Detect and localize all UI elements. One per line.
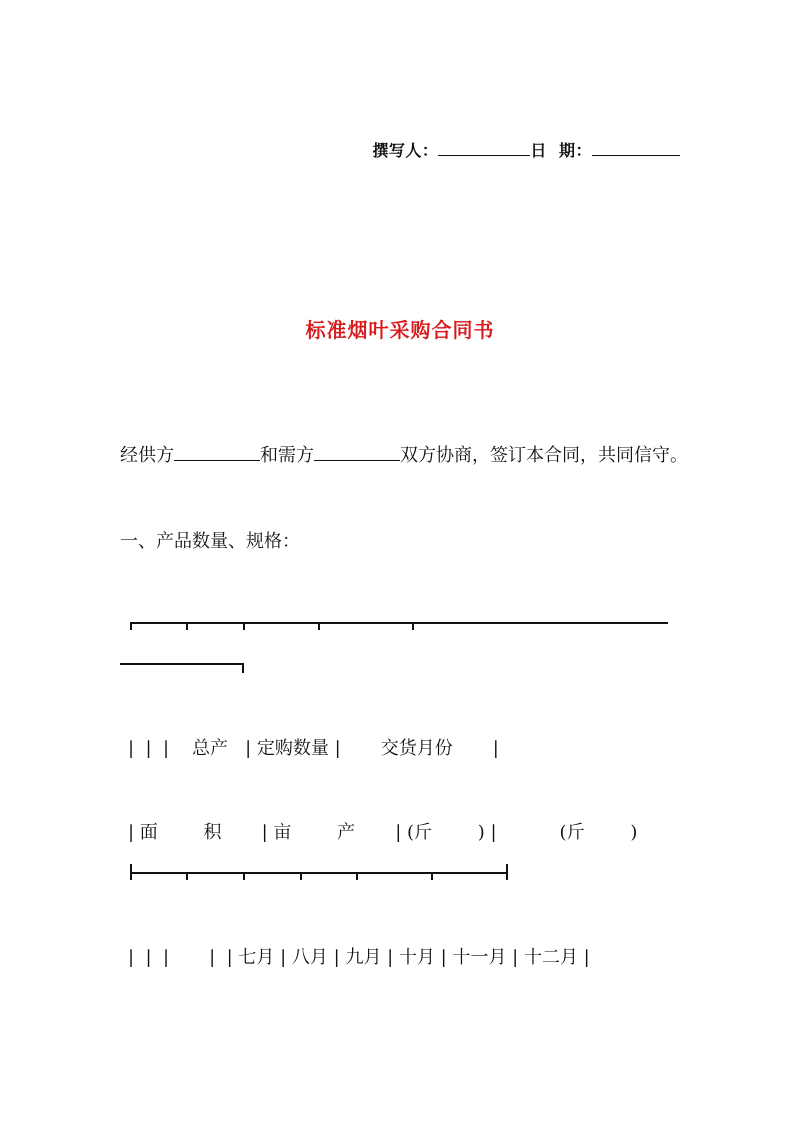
table-top-tick [243,622,245,630]
supplier-blank [174,446,260,461]
table-row: | | | | | 七月 | 八月 | 九月 | 十月 | 十一月 | 十二月 | [128,947,590,968]
table-top-tick [318,622,320,630]
table-top-tick [186,622,188,630]
table-top-tick [412,622,414,630]
table-top-tick [130,622,132,630]
table-middle-tick [130,864,132,880]
table-middle-tick [300,872,302,880]
intro-part3: 双方协商，签订本合同，共同信守。 [400,445,688,466]
buyer-blank [314,446,400,461]
table-top-rule-continued [120,663,244,665]
date-blank [592,141,680,156]
table-top-corner [242,663,244,673]
author-label: 撰写人： [372,141,439,160]
intro-paragraph [120,441,688,467]
table-middle-tick [356,872,358,880]
intro-part2: 和需方 [260,445,314,466]
date-label: 日 期： [530,141,592,160]
table-top-rule [130,622,668,624]
table-middle-tick [186,872,188,880]
table-middle-tick [431,872,433,880]
table-middle-tick [506,864,508,880]
author-blank [438,141,530,156]
author-date-line [372,138,680,161]
table-row: | 面 积 | 亩 产 | (斤 ) | (斤 ) [128,822,638,843]
document-title: 标准烟叶采购合同书 [305,318,495,342]
section1-heading: 一、产品数量、规格： [120,531,300,552]
table-middle-tick [243,872,245,880]
intro-part1: 经供方 [120,445,174,466]
table-row: | | | 总产 | 定购数量 | 交货月份 | [128,738,499,759]
